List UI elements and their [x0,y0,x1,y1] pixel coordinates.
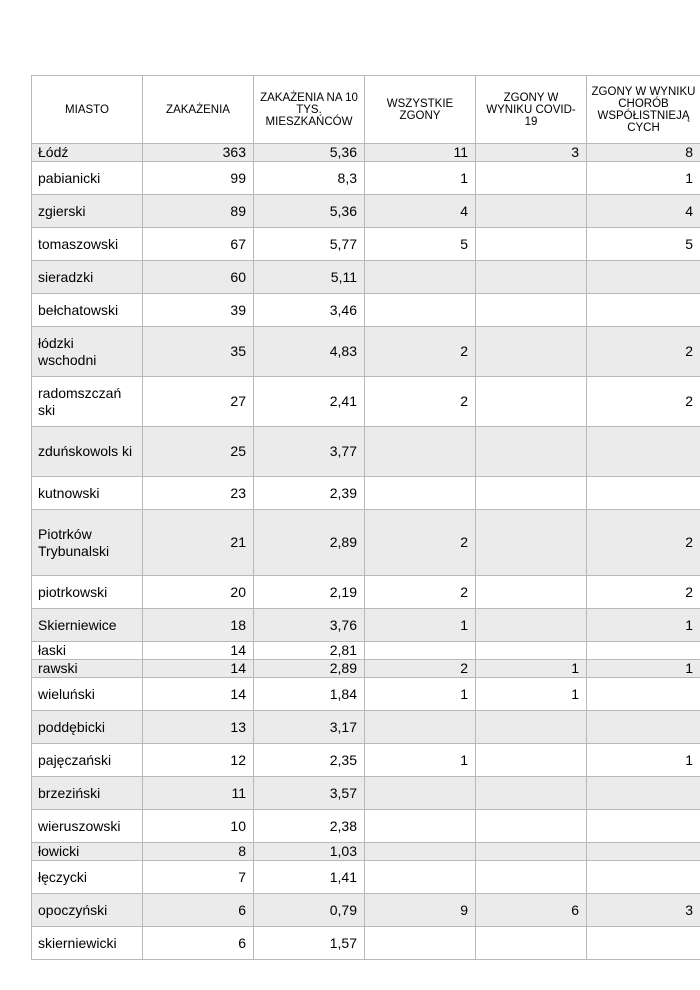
cell-per10k: 3,76 [254,609,365,642]
cell-all-deaths: 1 [365,744,476,777]
cell-city: bełchatowski [32,294,143,327]
cell-all-deaths: 9 [365,894,476,927]
cell-all-deaths: 2 [365,576,476,609]
cell-comorbid-deaths: 2 [587,377,700,427]
cell-covid-deaths [476,861,587,894]
cell-covid-deaths [476,294,587,327]
cell-all-deaths [365,777,476,810]
cell-infections: 12 [143,744,254,777]
cell-city: opoczyński [32,894,143,927]
cell-all-deaths: 1 [365,162,476,195]
cell-covid-deaths [476,642,587,660]
cell-covid-deaths: 6 [476,894,587,927]
cell-infections: 67 [143,228,254,261]
cell-per10k: 2,41 [254,377,365,427]
cell-all-deaths: 2 [365,327,476,377]
cell-infections: 35 [143,327,254,377]
cell-per10k: 8,3 [254,162,365,195]
cell-city: Łódź [32,144,143,162]
table-row [32,162,700,195]
table-body [32,144,700,960]
cell-comorbid-deaths [587,294,700,327]
cell-all-deaths: 2 [365,660,476,678]
table-row [32,195,700,228]
cell-infections: 14 [143,642,254,660]
cell-infections: 25 [143,427,254,477]
cell-infections: 21 [143,510,254,576]
cell-city: tomaszowski [32,228,143,261]
cell-comorbid-deaths: 1 [587,162,700,195]
cell-covid-deaths [476,327,587,377]
header-per10k: ZAKAŻENIA NA 10 TYS. MIESZKAŃCÓW [254,76,365,144]
cell-city: zgierski [32,195,143,228]
cell-city: Piotrków Trybunalski [32,510,143,576]
cell-covid-deaths [476,576,587,609]
table-row [32,609,700,642]
cell-infections: 8 [143,843,254,861]
cell-comorbid-deaths: 3 [587,894,700,927]
cell-comorbid-deaths [587,642,700,660]
cell-city: kutnowski [32,477,143,510]
cell-all-deaths: 1 [365,609,476,642]
header-comorbid-deaths: ZGONY W WYNIKU CHORÓB WSPÓŁISTNIEJĄ CYCH [587,76,700,144]
cell-covid-deaths [476,711,587,744]
cell-per10k: 3,77 [254,427,365,477]
cell-per10k: 2,89 [254,660,365,678]
cell-per10k: 2,38 [254,810,365,843]
cell-comorbid-deaths [587,861,700,894]
cell-comorbid-deaths: 2 [587,576,700,609]
cell-all-deaths [365,843,476,861]
cell-city: rawski [32,660,143,678]
table-row [32,261,700,294]
table-row [32,810,700,843]
cell-per10k: 5,77 [254,228,365,261]
cell-city: łęczycki [32,861,143,894]
cell-comorbid-deaths [587,810,700,843]
cell-infections: 14 [143,660,254,678]
table-row [32,711,700,744]
table-row [32,576,700,609]
cell-comorbid-deaths: 1 [587,660,700,678]
cell-comorbid-deaths: 2 [587,510,700,576]
header-all-deaths: WSZYSTKIE ZGONY [365,76,476,144]
cell-per10k: 1,84 [254,678,365,711]
cell-covid-deaths [476,843,587,861]
cell-infections: 27 [143,377,254,427]
cell-comorbid-deaths [587,427,700,477]
cell-city: radomszczań ski [32,377,143,427]
cell-infections: 11 [143,777,254,810]
cell-city: pabianicki [32,162,143,195]
cell-covid-deaths [476,744,587,777]
header-city: MIASTO [32,76,143,144]
cell-all-deaths: 2 [365,510,476,576]
cell-infections: 89 [143,195,254,228]
cell-city: wieluński [32,678,143,711]
cell-per10k: 2,19 [254,576,365,609]
cell-per10k: 1,03 [254,843,365,861]
cell-covid-deaths [476,261,587,294]
cell-all-deaths: 1 [365,678,476,711]
cell-infections: 7 [143,861,254,894]
cell-all-deaths [365,477,476,510]
cell-comorbid-deaths [587,777,700,810]
cell-covid-deaths [476,427,587,477]
table-row [32,327,700,377]
cell-per10k: 2,35 [254,744,365,777]
cell-covid-deaths [476,777,587,810]
cell-per10k: 2,39 [254,477,365,510]
cell-infections: 363 [143,144,254,162]
table-row [32,228,700,261]
cell-covid-deaths: 1 [476,660,587,678]
cell-city: piotrkowski [32,576,143,609]
cell-covid-deaths [476,195,587,228]
cell-city: skierniewicki [32,927,143,960]
header-covid-deaths: ZGONY W WYNIKU COVID-19 [476,76,587,144]
cell-all-deaths: 2 [365,377,476,427]
cell-comorbid-deaths: 2 [587,327,700,377]
cell-covid-deaths [476,228,587,261]
cell-per10k: 2,81 [254,642,365,660]
cell-comorbid-deaths: 8 [587,144,700,162]
cell-city: Skierniewice [32,609,143,642]
table-row [32,427,700,477]
table-row [32,843,700,861]
table-row [32,660,700,678]
cell-infections: 10 [143,810,254,843]
cell-per10k: 0,79 [254,894,365,927]
cell-per10k: 1,57 [254,927,365,960]
cell-comorbid-deaths [587,678,700,711]
cell-per10k: 3,46 [254,294,365,327]
cell-comorbid-deaths [587,927,700,960]
cell-comorbid-deaths [587,261,700,294]
cell-per10k: 2,89 [254,510,365,576]
table-row [32,144,700,162]
table-row [32,894,700,927]
cell-all-deaths [365,861,476,894]
cell-all-deaths [365,427,476,477]
table-row [32,642,700,660]
cell-covid-deaths [476,510,587,576]
table-row [32,377,700,427]
table-row [32,294,700,327]
cell-city: wieruszowski [32,810,143,843]
cell-all-deaths [365,261,476,294]
cell-per10k: 1,41 [254,861,365,894]
cell-infections: 23 [143,477,254,510]
cell-covid-deaths [476,810,587,843]
cell-covid-deaths: 1 [476,678,587,711]
cell-city: łódzki wschodni [32,327,143,377]
cell-covid-deaths [476,609,587,642]
cell-infections: 99 [143,162,254,195]
cell-city: zduńskowols ki [32,427,143,477]
cell-comorbid-deaths: 1 [587,744,700,777]
cell-city: poddębicki [32,711,143,744]
cell-all-deaths: 11 [365,144,476,162]
cell-all-deaths [365,711,476,744]
cell-infections: 6 [143,927,254,960]
cell-per10k: 5,36 [254,144,365,162]
cell-city: pajęczański [32,744,143,777]
table-row [32,744,700,777]
table-row [32,777,700,810]
cell-all-deaths [365,927,476,960]
table-row [32,510,700,576]
cell-covid-deaths [476,927,587,960]
cell-comorbid-deaths [587,711,700,744]
cell-infections: 60 [143,261,254,294]
cell-all-deaths: 4 [365,195,476,228]
cell-per10k: 5,36 [254,195,365,228]
cell-covid-deaths [476,477,587,510]
cell-infections: 20 [143,576,254,609]
cell-comorbid-deaths: 5 [587,228,700,261]
cell-all-deaths [365,642,476,660]
cell-per10k: 4,83 [254,327,365,377]
cell-city: łaski [32,642,143,660]
cell-city: sieradzki [32,261,143,294]
cell-comorbid-deaths: 4 [587,195,700,228]
cell-city: łowicki [32,843,143,861]
cell-per10k: 3,57 [254,777,365,810]
table-row [32,927,700,960]
header-infections: ZAKAŻENIA [143,76,254,144]
cell-infections: 13 [143,711,254,744]
cell-covid-deaths [476,377,587,427]
cell-infections: 39 [143,294,254,327]
header-row [32,76,700,144]
cell-comorbid-deaths [587,477,700,510]
cell-per10k: 3,17 [254,711,365,744]
table-row [32,477,700,510]
cell-per10k: 5,11 [254,261,365,294]
cell-all-deaths: 5 [365,228,476,261]
cell-all-deaths [365,294,476,327]
cell-infections: 6 [143,894,254,927]
table-row [32,678,700,711]
table-row [32,861,700,894]
cell-comorbid-deaths [587,843,700,861]
cell-infections: 14 [143,678,254,711]
cell-covid-deaths [476,162,587,195]
cell-comorbid-deaths: 1 [587,609,700,642]
cell-all-deaths [365,810,476,843]
cell-city: brzeziński [32,777,143,810]
covid-table [31,75,700,960]
cell-covid-deaths: 3 [476,144,587,162]
cell-infections: 18 [143,609,254,642]
